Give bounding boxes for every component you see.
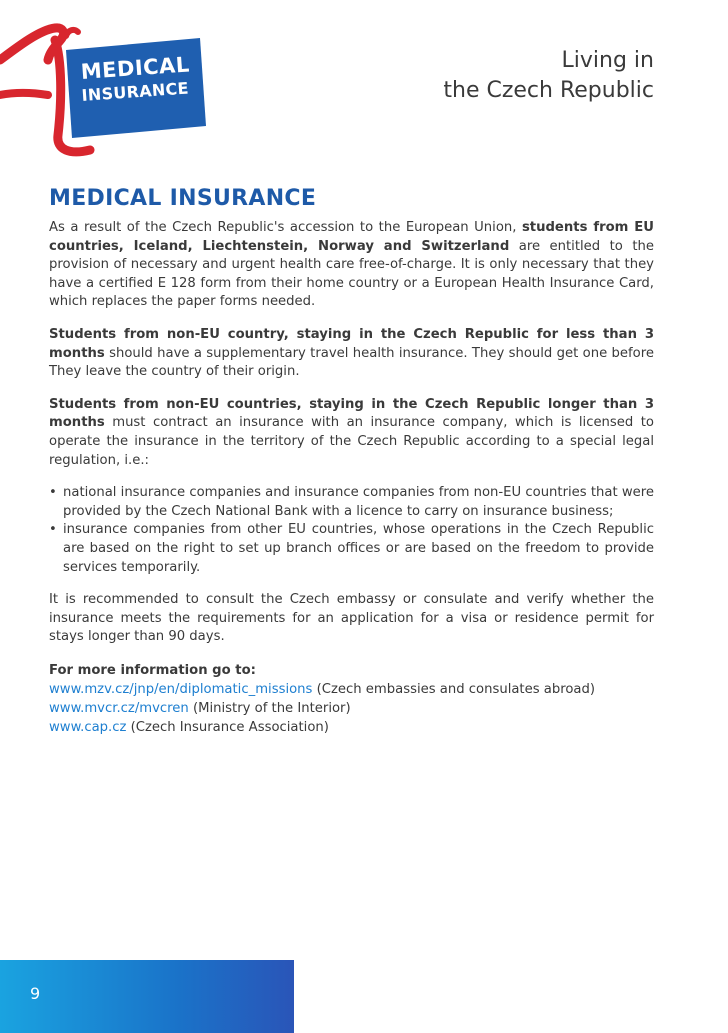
section-title: MEDICAL INSURANCE bbox=[49, 186, 317, 211]
list-item-text: insurance companies from other EU countries, whose operations in the Czech Republic are based on the right to set up branch offices or are based on the freedom to provide services temporarily. bbox=[63, 522, 654, 575]
list-item bbox=[49, 521, 654, 577]
link-description: (Czech Insurance Association) bbox=[126, 719, 329, 735]
bullet-marker: • bbox=[49, 485, 57, 501]
link-mvcr[interactable]: www.mvcr.cz/mvcren bbox=[49, 700, 189, 716]
link-description: (Ministry of the Interior) bbox=[188, 700, 351, 716]
more-info-section bbox=[49, 661, 654, 737]
link-row bbox=[49, 699, 654, 718]
paragraph-recommendation: It is recommended to consult the Czech embassy or consulate and verify whether the insurance meets the requirements for an application for a visa or residence permit for stays longer than 90 days. bbox=[49, 592, 654, 645]
paragraph-non-eu-long-stay bbox=[49, 396, 654, 470]
logo-text-medical: MEDICAL bbox=[80, 52, 191, 84]
link-description: (Czech embassies and consulates abroad) bbox=[312, 681, 596, 697]
text: are entitled to the provision of necessary and urgent health care free-of-charge. It is only necessary that they have a certified E 128 form from their home country or a European Health Insurance Card, which replaces the paper forms needed. bbox=[49, 238, 654, 310]
link-cap[interactable]: www.cap.cz bbox=[49, 719, 127, 735]
text: As a result of the Czech Republic's accession to the European Union, bbox=[49, 220, 522, 235]
main-content bbox=[49, 186, 654, 737]
link-row bbox=[49, 680, 654, 699]
paragraph-non-eu-short-stay bbox=[49, 326, 654, 382]
bold-text: students from EU countries, Iceland, Liechtenstein, Norway and Switzerland bbox=[49, 220, 654, 254]
list-item-text: national insurance companies and insurance companies from non-EU countries that were provided by the Czech National Bank with a licence to carry on insurance business; bbox=[63, 485, 654, 519]
page-number-bar bbox=[0, 960, 294, 1033]
header-line-1: Living in bbox=[561, 48, 654, 73]
bullet-marker: • bbox=[49, 522, 57, 538]
page-header bbox=[443, 46, 654, 106]
medical-insurance-logo bbox=[0, 0, 260, 170]
paragraph-eu-students bbox=[49, 219, 654, 312]
page-number: 9 bbox=[30, 984, 41, 1003]
more-info-heading: For more information go to: bbox=[49, 662, 256, 678]
text: must contract an insurance with an insurance company, which is licensed to operate the insurance in the territory of the Czech Republic according to a special legal regulation, i.e.: bbox=[49, 415, 654, 468]
header-line-2: the Czech Republic bbox=[443, 78, 654, 103]
bold-text: Students from non-EU country, staying in the Czech Republic for less than 3 months bbox=[49, 326, 654, 361]
text: should have a supplementary travel health insurance. They should get one before They leave the country of their origin. bbox=[49, 345, 654, 380]
link-row bbox=[49, 718, 654, 737]
link-mzv[interactable]: www.mzv.cz/jnp/en/diplomatic_missions bbox=[49, 681, 313, 697]
logo-text-insurance: INSURANCE bbox=[81, 78, 190, 105]
bullet-list bbox=[49, 484, 654, 577]
bold-text: Students from non-EU countries, staying in the Czech Republic longer than 3 months bbox=[49, 396, 654, 431]
list-item bbox=[49, 484, 654, 521]
